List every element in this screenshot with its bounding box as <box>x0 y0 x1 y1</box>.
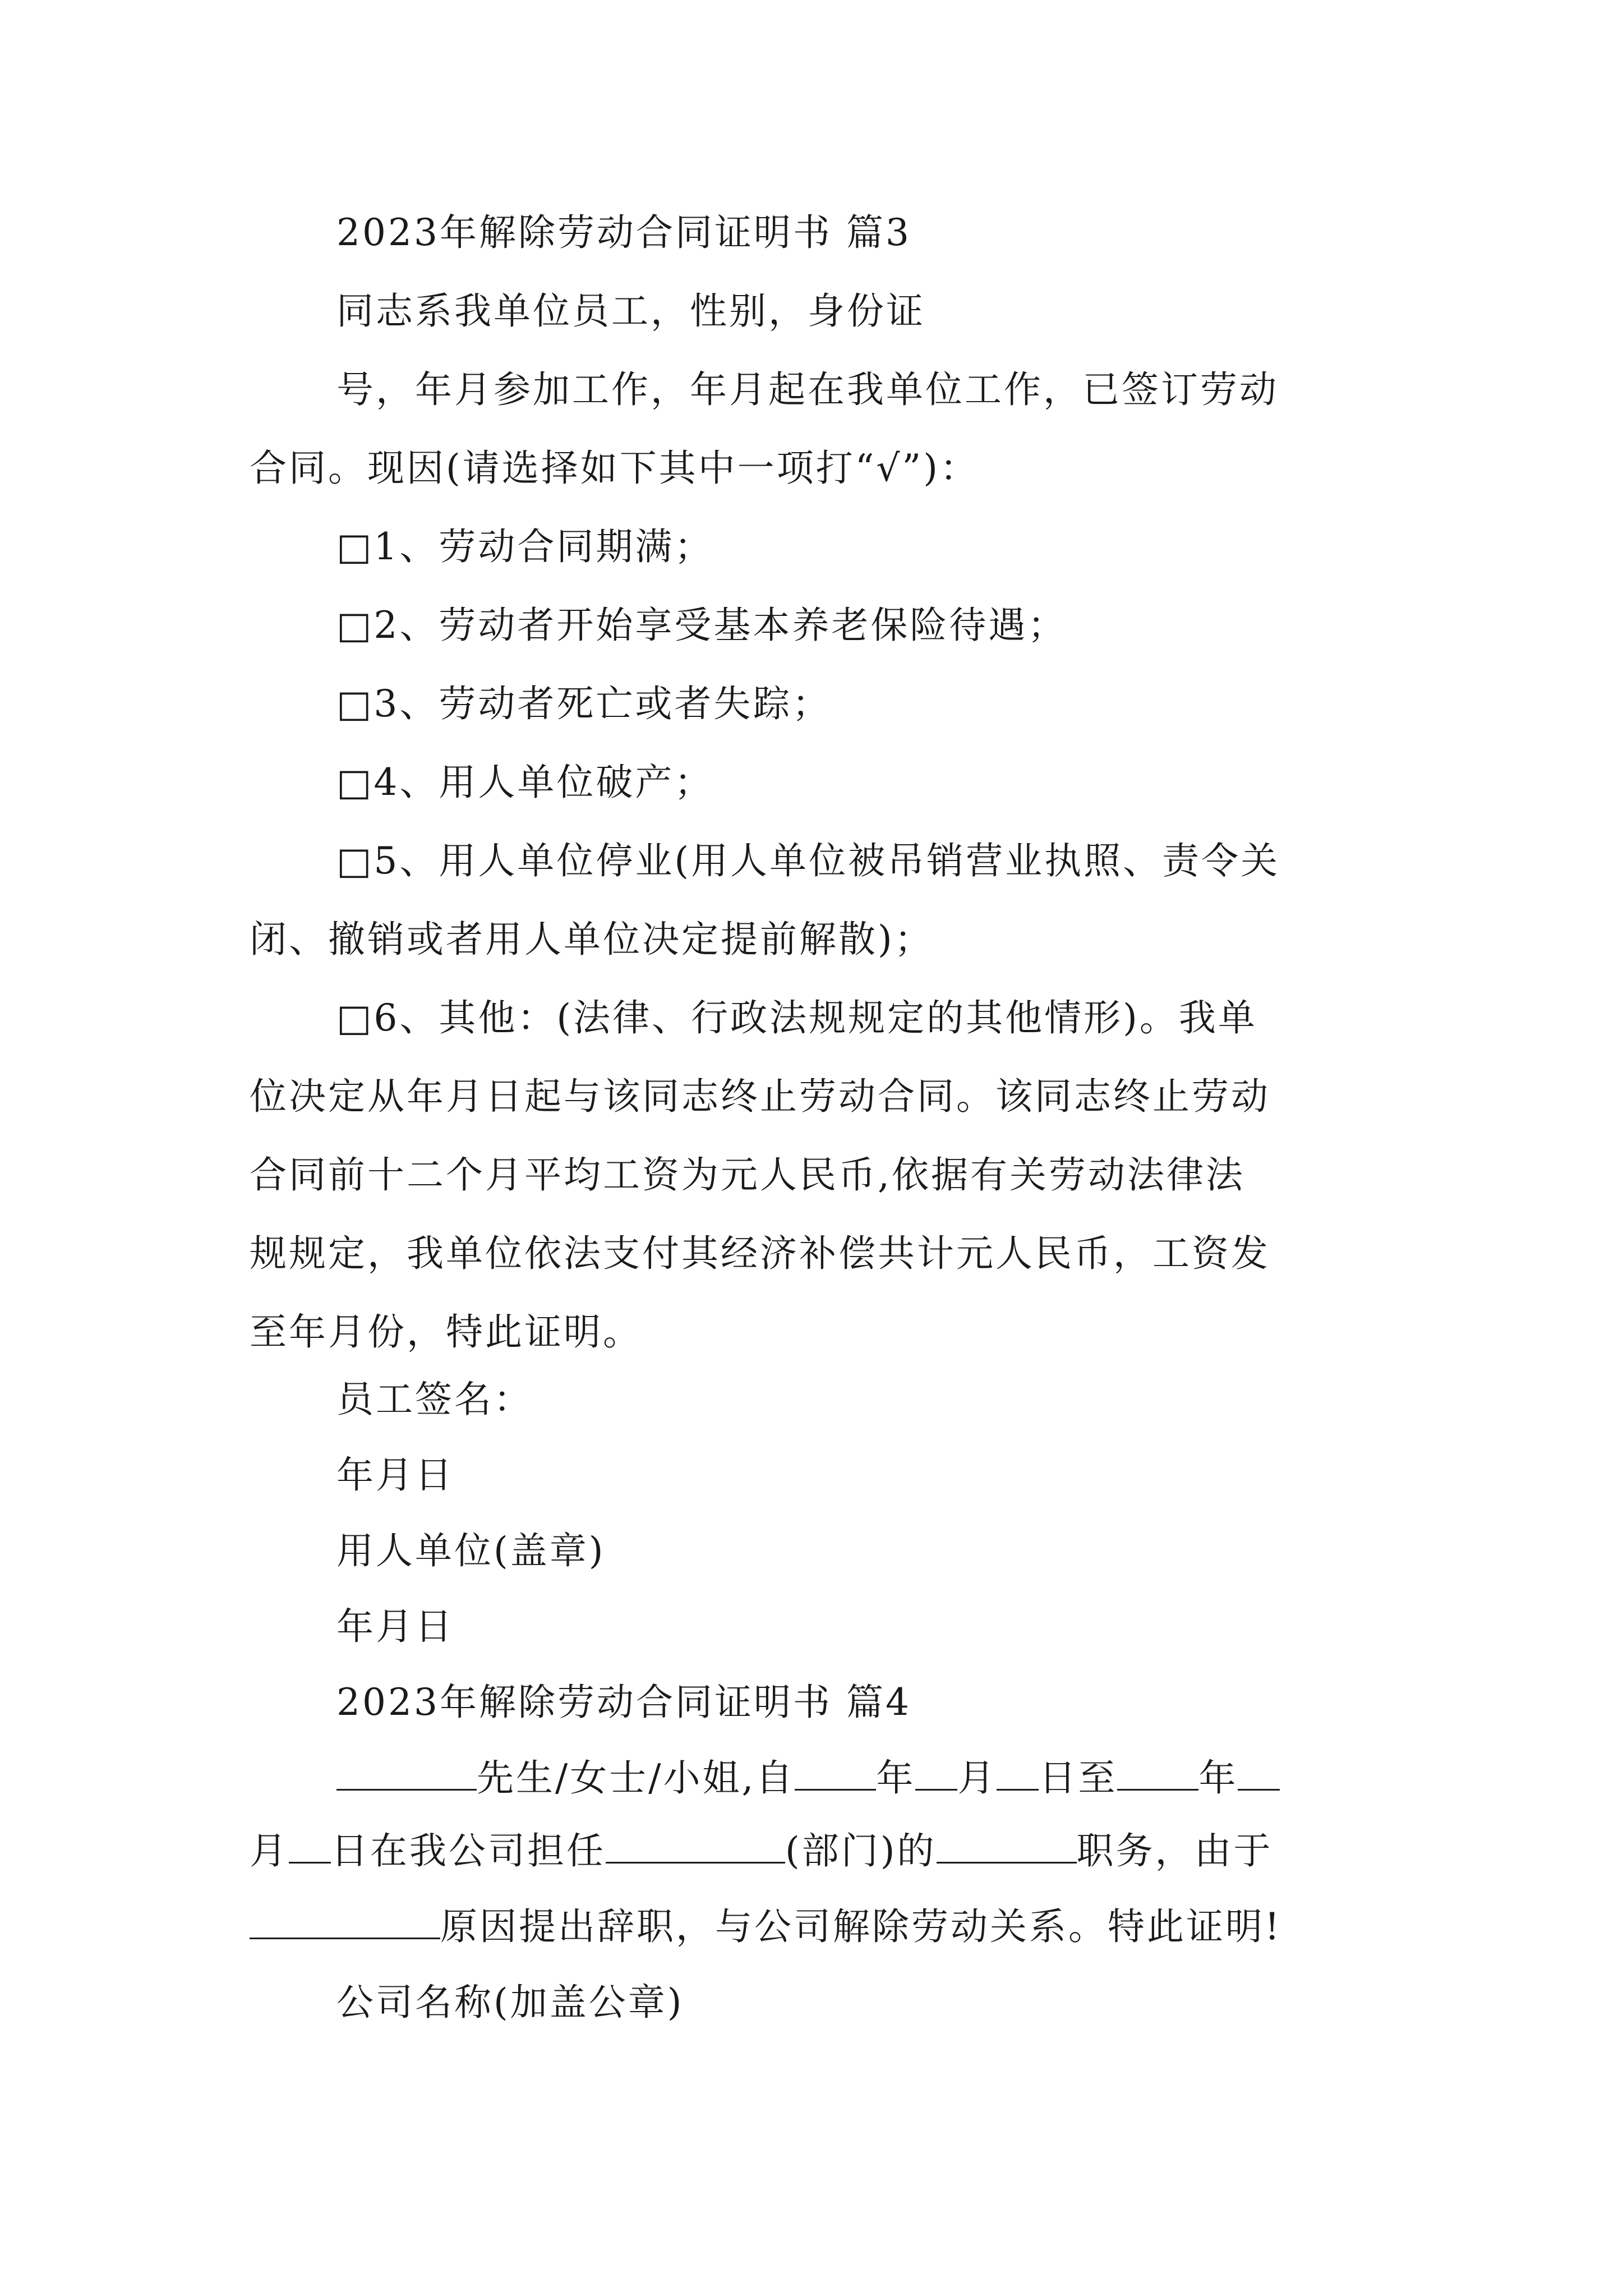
employee-signature-label: 员工签名： <box>336 1378 533 1421</box>
cert-text: 日在我公司担任 <box>331 1829 606 1872</box>
cert-text: 年 <box>1198 1756 1238 1800</box>
option-item-6: □6、其他：(法律、行政法规规定的其他情形)。我单 <box>336 996 1257 1039</box>
paragraph-line: 位决定从年月日起与该同志终止劳动合同。该同志终止劳动 <box>250 1075 1270 1118</box>
year-blank <box>795 1753 876 1791</box>
paragraph-line: 合同。现因(请选择如下其中一项打“√”)： <box>250 447 980 490</box>
certificate-line-1 <box>336 1753 1280 1803</box>
cert-text: (部门)的 <box>785 1829 937 1872</box>
cert-text: 月 <box>250 1829 289 1872</box>
paragraph-line: 同志系我单位员工，性别，身份证 <box>336 289 925 333</box>
day-blank <box>997 1753 1039 1791</box>
option-item-5-continued: 闭、撤销或者用人单位决定提前解散)； <box>250 918 934 961</box>
paragraph-line: 规规定，我单位依法支付其经济补偿共计元人民币，工资发 <box>250 1232 1270 1275</box>
month-blank <box>915 1753 957 1791</box>
cert-text: 日至 <box>1039 1756 1118 1800</box>
day-blank <box>289 1826 331 1864</box>
option-item-5: □5、用人单位停业(用人单位被吊销营业执照、责令关 <box>336 839 1280 882</box>
employer-seal-label: 用人单位(盖章) <box>336 1529 606 1572</box>
option-item-4: □4、用人单位破产； <box>336 761 714 804</box>
option-item-2: □2、劳动者开始享受基本养老保险待遇； <box>336 604 1067 647</box>
section-heading-4: 2023年解除劳动合同证明书 篇4 <box>336 1681 911 1724</box>
month-blank <box>1238 1753 1280 1791</box>
certificate-line-2 <box>250 1826 1273 1876</box>
company-seal-label: 公司名称(加盖公章) <box>336 1981 684 2024</box>
option-item-1: □1、劳动合同期满； <box>336 525 714 568</box>
date-label: 年月日 <box>336 1605 454 1648</box>
paragraph-line: 号，年月参加工作，年月起在我单位工作，已签订劳动 <box>336 368 1279 411</box>
date-label: 年月日 <box>336 1453 454 1497</box>
paragraph-line: 合同前十二个月平均工资为元人民币,依据有关劳动法律法 <box>250 1153 1245 1197</box>
cert-text: 职务，由于 <box>1076 1829 1273 1872</box>
cert-text: 原因提出辞职，与公司解除劳动关系。特此证明! <box>440 1905 1282 1948</box>
cert-text: 月 <box>957 1756 997 1800</box>
year-blank <box>1117 1753 1198 1791</box>
position-blank <box>937 1826 1077 1864</box>
cert-text: 年 <box>876 1756 916 1800</box>
section-heading-3: 2023年解除劳动合同证明书 篇3 <box>336 211 911 254</box>
certificate-line-3 <box>250 1902 1282 1952</box>
paragraph-line: 至年月份，特此证明。 <box>250 1310 642 1354</box>
reason-blank <box>250 1902 440 1939</box>
option-item-3: □3、劳动者死亡或者失踪； <box>336 682 832 725</box>
cert-text: 先生/女士/小姐,自 <box>477 1756 795 1800</box>
name-blank <box>336 1753 477 1791</box>
department-blank <box>606 1826 785 1864</box>
